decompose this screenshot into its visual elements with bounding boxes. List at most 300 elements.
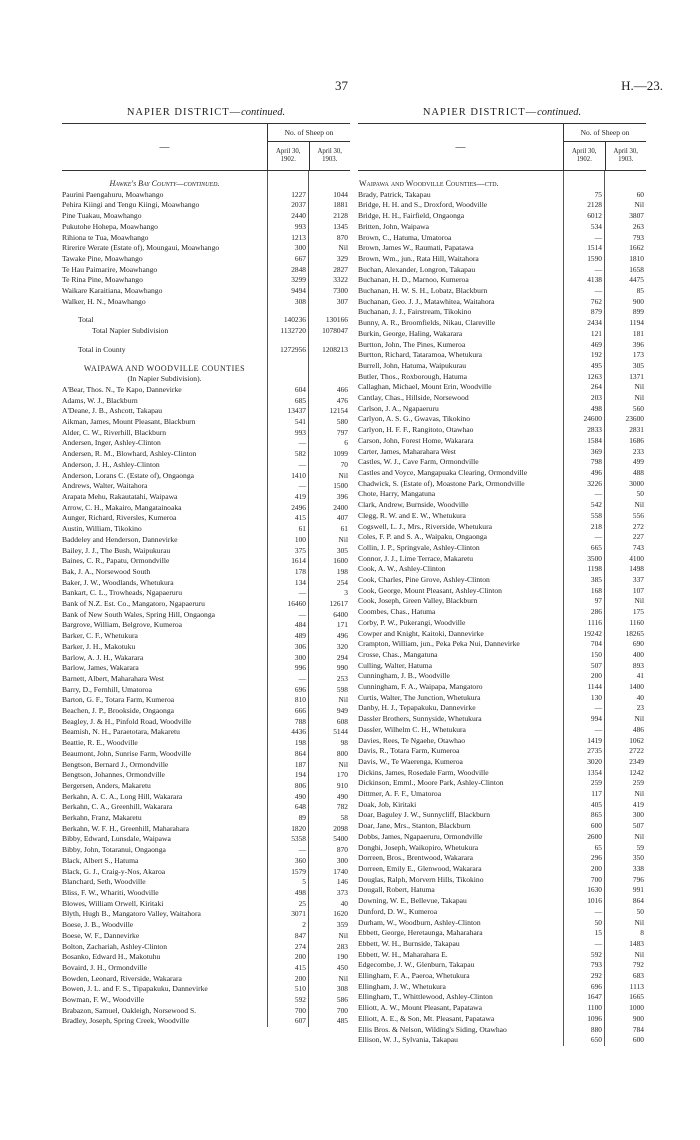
- owner-name: Elliott, A. E., & Son, Mt. Pleasant, Papatawa: [358, 1013, 495, 1023]
- sheep-1902: 667: [294, 253, 306, 263]
- owner-name: Blyth, Hugh B., Mangatoro Valley, Waitahora: [62, 909, 201, 919]
- owner-name: Ebbett, George, Heretaunga, Maharahara: [358, 928, 483, 938]
- table-row: [62, 588, 350, 599]
- sheep-1903: 1194: [629, 318, 644, 328]
- sheep-1902: 2128: [587, 200, 602, 210]
- sheep-1903: 1881: [333, 200, 348, 210]
- owner-name: Bridge, H. H. and S., Droxford, Woodville: [358, 200, 488, 210]
- sheep-1903: 181: [632, 328, 644, 338]
- owner-name: Bak, J. A., Norsewood South: [62, 566, 151, 576]
- sheep-1902: 685: [294, 395, 306, 405]
- sheep-1903: 1160: [629, 617, 644, 627]
- sheep-1903: 683: [632, 971, 644, 981]
- sheep-1902: 996: [294, 663, 306, 673]
- owner-name: Doar, Baguley J. W., Sunnycliff, Blackburn: [358, 810, 491, 820]
- sheep-1903: 3000: [629, 478, 644, 488]
- sheep-1903: 797: [336, 427, 348, 437]
- sheep-1902: 6012: [587, 211, 602, 221]
- owner-name: Dassler, Wilhelm C. H., Whetukura: [358, 724, 466, 734]
- owner-name: Anderson, J. H., Ashley-Clinton: [62, 459, 160, 469]
- sheep-1902: 286: [590, 607, 602, 617]
- table-row: [62, 663, 350, 674]
- table-row: [358, 297, 646, 308]
- table-row: [358, 404, 646, 415]
- sheep-1903: 350: [632, 853, 644, 863]
- sheep-1902: 696: [294, 684, 306, 694]
- sheep-1903: 1242: [629, 767, 644, 777]
- sheep-1902: 648: [294, 802, 306, 812]
- owner-name: Bengtson, Johannes, Ormondville: [62, 770, 165, 780]
- sheep-1903: 23: [636, 703, 644, 713]
- table-row: [62, 899, 350, 910]
- owner-name: Douglas, Ralph, Morvern Hills, Tikokino: [358, 874, 484, 884]
- right-table-header: [358, 123, 646, 171]
- section-heading: Waipawa and Woodville Counties—ctd.: [359, 179, 499, 188]
- table-row: [62, 243, 350, 254]
- sheep-1903: 263: [632, 221, 644, 231]
- sheep-1903: 400: [632, 649, 644, 659]
- sheep-1903: 1662: [629, 243, 644, 253]
- sheep-1903: 190: [336, 952, 348, 962]
- sheep-1903: 792: [632, 960, 644, 970]
- header-dash: —: [455, 141, 466, 153]
- table-row: [62, 920, 350, 931]
- section-heading: WAIPAWA AND WOODVILLE COUNTIES: [83, 363, 246, 373]
- table-row: [62, 200, 350, 211]
- sheep-1902: 810: [294, 695, 306, 705]
- owner-name: Bowman, F. W., Woodville: [62, 995, 144, 1005]
- sheep-1902: 308: [294, 296, 306, 306]
- table-row: [358, 318, 646, 329]
- sheep-1903: Nil: [634, 714, 644, 724]
- sheep-1902: 259: [590, 778, 602, 788]
- sheep-1903: 1498: [629, 564, 644, 574]
- sheep-1902: —: [298, 845, 306, 855]
- sheep-1902: 534: [590, 221, 602, 231]
- owner-name: Crosse, Chas., Mangatuna: [358, 649, 438, 659]
- sheep-1903: 586: [336, 995, 348, 1005]
- sheep-1903: 41: [636, 671, 644, 681]
- owner-name: Rirerire Werate (Estate of), Moungaui, Moawhango: [62, 243, 220, 253]
- owner-name: Davis, R., Totara Farm, Kumeroa: [358, 746, 460, 756]
- table-row: [358, 757, 646, 768]
- left-column: [62, 103, 350, 1027]
- sheep-1903: 2128: [333, 211, 348, 221]
- subdivision-total-row: Total Napier Subdivision 1132720 1078047: [92, 326, 348, 336]
- table-row: [62, 286, 350, 297]
- sheep-1903: 496: [336, 631, 348, 641]
- owner-name: Barry, D., Fernhill, Umatoroa: [62, 684, 152, 694]
- owner-name: Boese, J. B., Woodville: [62, 920, 134, 930]
- sheep-1903: 485: [336, 1016, 348, 1026]
- table-row: [62, 653, 350, 664]
- sheep-1902: —: [594, 232, 602, 242]
- sheep-1902: 1263: [587, 371, 602, 381]
- sheep-1903: Nil: [634, 382, 644, 392]
- table-row: [62, 578, 350, 589]
- sheep-1902: 806: [294, 780, 306, 790]
- sheep-1902: —: [594, 489, 602, 499]
- sheep-1902: 97: [594, 596, 602, 606]
- table-row: [62, 706, 350, 717]
- owner-name: Walker, H. N., Moawhango: [62, 296, 146, 306]
- owner-name: Brown, Wm., jun., Rata Hill, Waitahora: [358, 253, 479, 263]
- owner-name: Adams, W. J., Blackburn: [62, 395, 138, 405]
- table-row: [358, 1003, 646, 1014]
- sheep-1902: 558: [590, 510, 602, 520]
- sheep-1902: 3500: [587, 553, 602, 563]
- sheep-1903: 2722: [629, 746, 644, 756]
- sheep-1903: 5144: [333, 727, 348, 737]
- table-row: [62, 524, 350, 535]
- right-column-title: NAPIER DISTRICT—continued.: [422, 107, 582, 118]
- sheep-1902: 700: [590, 874, 602, 884]
- table-row: [358, 939, 646, 950]
- sheep-1903: 12617: [329, 599, 348, 609]
- sheep-1902: 1584: [587, 435, 602, 445]
- sheep-1902: 1198: [587, 564, 602, 574]
- right-column: [358, 103, 646, 1046]
- sheep-1902: 385: [590, 575, 602, 585]
- owner-name: A'Deane, J. B., Ashcott, Takapau: [62, 406, 163, 416]
- owner-name: Bargrove, William, Belgrove, Kumeroa: [62, 620, 183, 630]
- owner-name: Brown, C., Hatuma, Umatoroa: [358, 232, 452, 242]
- owner-name: Dorreen, Bros., Brentwood, Wakarara: [358, 853, 474, 863]
- table-row: [358, 821, 646, 832]
- owner-name: Brabazon, Samuel, Oakleigh, Norsewood S.: [62, 1005, 197, 1015]
- table-row: [62, 222, 350, 233]
- sheep-1903: 338: [632, 864, 644, 873]
- sheep-1902: 100: [294, 534, 306, 544]
- owner-name: Barlow, James, Wakarara: [62, 663, 139, 673]
- table-row: [358, 950, 646, 961]
- sheep-1902: 2434: [587, 318, 602, 328]
- sheep-1902: 507: [590, 660, 602, 670]
- sheep-1903: 990: [336, 663, 348, 673]
- owner-name: Berkahn, C. A., Greenhill, Wakarara: [62, 802, 173, 812]
- sheep-1903: 254: [336, 577, 348, 587]
- sheep-1902: —: [594, 938, 602, 948]
- document-code: H.—23.: [621, 78, 663, 93]
- sheep-1902: 306: [294, 641, 306, 651]
- sheep-1903: Nil: [634, 917, 644, 927]
- sheep-1902: 650: [590, 1035, 602, 1045]
- owner-name: Paurini Paengahuru, Moawhango: [62, 189, 164, 199]
- table-row: [358, 457, 646, 468]
- sheep-1902: 542: [590, 500, 602, 510]
- owner-name: Davies, Rees, Te Ngaehe, Otawhao: [358, 735, 466, 745]
- table-row: [62, 481, 350, 492]
- sheep-1903: 233: [632, 446, 644, 456]
- table-row: [62, 610, 350, 621]
- sheep-1902: 1410: [291, 470, 306, 480]
- table-row: [358, 607, 646, 618]
- sheep-1903: 1658: [629, 264, 644, 274]
- sheep-1903: 899: [632, 307, 644, 317]
- table-row: [62, 211, 350, 222]
- sheep-1902: —: [298, 673, 306, 683]
- header-dash: —: [159, 141, 170, 153]
- sheep-1903: 170: [336, 770, 348, 780]
- sheep-1903: 4100: [629, 553, 644, 563]
- sheep-1902: 375: [294, 545, 306, 555]
- table-row: [358, 1014, 646, 1025]
- owner-name: Buchanan, J. J., Fairstream, Tikokino: [358, 307, 472, 317]
- owner-name: Bankart, C. L., Trowheads, Ngapaeruru: [62, 588, 183, 598]
- owner-name: Pehira Kiingi and Tengu Kiingi, Moawhango: [62, 200, 200, 210]
- table-row: [358, 639, 646, 650]
- owner-name: Berkahn, A. C. A., Long Hill, Wakarara: [62, 791, 183, 801]
- owner-name: Ellingham, T., Whittlewood, Ashley-Clinton: [358, 992, 493, 1002]
- owner-name: Carson, John, Forest Home, Wakarara: [358, 435, 474, 445]
- date-1902: April 30, 1902.: [275, 148, 301, 163]
- sheep-1902: 9494: [291, 286, 306, 296]
- sheep-1903: 2349: [629, 756, 644, 766]
- sheep-1903: 476: [336, 395, 348, 405]
- owner-name: Castles and Voyce, Mangapuaka Clearing, Ormondville: [358, 467, 528, 477]
- table-row: [62, 834, 350, 845]
- sheep-1903: 259: [632, 778, 644, 788]
- owner-name: Aunger, Richard, Riversles, Kumeroa: [62, 513, 177, 523]
- left-column-title: NAPIER DISTRICT—continued.: [126, 107, 286, 118]
- date-1903: April 30, 1903.: [309, 142, 351, 170]
- sheep-1902: 510: [294, 984, 306, 994]
- sheep-1902: 5: [302, 877, 306, 887]
- sheep-1902: 592: [590, 949, 602, 959]
- sheep-1903: 300: [336, 855, 348, 865]
- table-row: [358, 307, 646, 318]
- sheep-1903: 2400: [333, 502, 348, 512]
- sheep-1903: 900: [632, 296, 644, 306]
- sheep-1902: 704: [590, 639, 602, 649]
- table-row: [62, 275, 350, 286]
- sheep-1903: 560: [632, 403, 644, 413]
- owner-name: Cunningham, J. B., Woodville: [358, 671, 450, 681]
- owner-name: Buchan, Alexander, Longron, Takapau: [358, 264, 476, 274]
- owner-name: Bengtson, Bernard J., Ormondville: [62, 759, 169, 769]
- owner-name: Dickinson, Emml., Moore Park, Ashley-Clinton: [358, 778, 504, 788]
- sheep-1903: 1500: [333, 481, 348, 491]
- table-row: [358, 1025, 646, 1036]
- table-row: [358, 275, 646, 286]
- table-row: [358, 382, 646, 393]
- sheep-1902: 50: [594, 917, 602, 927]
- sheep-1903: 1345: [333, 221, 348, 231]
- sheep-1902: 2833: [587, 425, 602, 435]
- table-row: [62, 546, 350, 557]
- owner-name: Ellingham, F. A., Paeroa, Whetukura: [358, 971, 470, 981]
- owner-name: Cantlay, Chas., Hillside, Norsewood: [358, 393, 469, 403]
- sheep-1903: 407: [336, 513, 348, 523]
- owner-name: Bunny, A. R., Broomfields, Nikau, Clareville: [358, 318, 496, 328]
- sheep-1903: 2098: [333, 823, 348, 833]
- table-row: [358, 425, 646, 436]
- sheep-1902: 4138: [587, 275, 602, 285]
- sheep-1903: 175: [632, 607, 644, 617]
- table-row: [358, 725, 646, 736]
- sheep-1903: 227: [632, 532, 644, 542]
- sheep-1903: 60: [636, 189, 644, 199]
- owner-name: Donghi, Joseph, Waikopiro, Whetukura: [358, 842, 479, 852]
- owner-name: Brown, James W., Raumati, Papatawa: [358, 243, 474, 253]
- sheep-1902: 16460: [287, 599, 306, 609]
- sheep-1903: 488: [632, 467, 644, 477]
- table-row: [358, 982, 646, 993]
- table-row: [358, 800, 646, 811]
- sheep-1903: 1062: [629, 735, 644, 745]
- table-row: [62, 417, 350, 428]
- table-row: [358, 243, 646, 254]
- sheep-1902: 117: [591, 789, 602, 799]
- sheep-1902: 541: [294, 417, 306, 427]
- sheep-1903: 4475: [629, 275, 644, 285]
- owner-name: Cook, Joseph, Green Valley, Blackburn: [358, 596, 478, 606]
- sheep-1903: 900: [632, 1013, 644, 1023]
- table-row: [358, 736, 646, 747]
- sheep-1902: 1630: [587, 885, 602, 895]
- sheep-1903: 700: [336, 1005, 348, 1015]
- owner-name: Cook, Charles, Pine Grove, Ashley-Clinton: [358, 575, 490, 585]
- owner-name: Beaumont, John, Sunrise Farm, Woodville: [62, 748, 191, 758]
- sheep-1902: 415: [294, 513, 306, 523]
- owner-name: Ebbett, W. H., Burnside, Takapau: [358, 938, 460, 948]
- table-row: [358, 233, 646, 244]
- sheep-1902: 1354: [587, 767, 602, 777]
- owner-name: Beamish, N. H., Paraetotara, Makaretu: [62, 727, 180, 737]
- table-row: [62, 406, 350, 417]
- sheep-1903: Nil: [338, 470, 348, 480]
- sheep-1903: 1113: [629, 981, 644, 991]
- sheep-1902: 993: [294, 221, 306, 231]
- sheep-1903: 85: [636, 286, 644, 296]
- table-row: [358, 682, 646, 693]
- sheep-header: No. of Sheep on: [268, 124, 350, 142]
- owner-name: Doak, Job, Kiritaki: [358, 799, 417, 809]
- table-row: [358, 703, 646, 714]
- owner-name: Carlyon, A. S. G., Gwavas, Tikokino: [358, 414, 471, 424]
- sheep-1903: 253: [336, 673, 348, 683]
- owner-name: Downing, W. E., Bellevue, Takapau: [358, 896, 467, 906]
- table-row: [62, 620, 350, 631]
- sheep-1903: 1665: [629, 992, 644, 1002]
- sheep-1902: —: [594, 906, 602, 916]
- sheep-1903: 556: [632, 510, 644, 520]
- owner-name: Blanchard, Seth, Woodville: [62, 877, 146, 887]
- table-row: [358, 618, 646, 629]
- table-row: [62, 1016, 350, 1027]
- sheep-1902: 793: [590, 960, 602, 970]
- table-row: [62, 190, 350, 201]
- table-row: [358, 554, 646, 565]
- owner-name: Ebbett, W. H., Maharahara E.: [358, 949, 448, 959]
- owner-name: Ellis Bros. & Nelson, Wilding's Siding, Otawhao: [358, 1024, 507, 1034]
- sheep-1902: 604: [294, 384, 306, 394]
- sheep-1902: 762: [590, 296, 602, 306]
- table-row: [62, 460, 350, 471]
- sheep-1902: 19242: [583, 628, 602, 638]
- sheep-1903: Nil: [634, 393, 644, 403]
- sheep-1903: 870: [336, 232, 348, 242]
- owner-name: Andrews, Walter, Waitahora: [62, 481, 148, 491]
- table-row: [358, 436, 646, 447]
- owner-name: Bailey, J. J., The Bush, Waipukurau: [62, 545, 171, 555]
- owner-name: Burtton, John, The Pines, Kumeroa: [358, 339, 466, 349]
- sheep-1903: 329: [336, 253, 348, 263]
- sheep-1902: 192: [590, 350, 602, 360]
- table-row: [358, 1035, 646, 1046]
- sheep-1903: 870: [336, 845, 348, 855]
- date-1903: April 30, 1903.: [605, 142, 647, 170]
- table-row: [358, 864, 646, 875]
- sheep-1902: 1096: [587, 1013, 602, 1023]
- owner-name: Burrell, John, Hatuma, Waipukurau: [358, 360, 467, 370]
- sheep-1902: 879: [590, 307, 602, 317]
- table-row: [358, 254, 646, 265]
- sheep-1902: 1100: [587, 1003, 602, 1013]
- owner-name: Danby, H. J., Tepapakuku, Dannevirke: [358, 703, 476, 713]
- sheep-1903: 1620: [333, 909, 348, 919]
- table-row: [358, 693, 646, 704]
- owner-name: Ellison, W. J., Sylvania, Takapau: [358, 1035, 458, 1045]
- sheep-1902: 121: [590, 328, 602, 338]
- sheep-1902: 3020: [587, 756, 602, 766]
- sheep-1903: 198: [336, 566, 348, 576]
- sheep-1903: Nil: [338, 973, 348, 983]
- sheep-1902: 666: [294, 706, 306, 716]
- table-row: [358, 414, 646, 425]
- table-row: [62, 877, 350, 888]
- sheep-1902: 582: [294, 449, 306, 459]
- owner-name: Boese, W. F., Dannevirke: [62, 930, 140, 940]
- sheep-1902: 1213: [291, 232, 306, 242]
- sheep-1902: 490: [294, 791, 306, 801]
- owner-name: Cogswell, L. J., Mrs., Riverside, Whetukura: [358, 521, 492, 531]
- sheep-1902: 292: [590, 971, 602, 981]
- sheep-1902: 1579: [291, 866, 306, 876]
- table-row: [62, 749, 350, 760]
- owner-name: Dorreen, Emily E., Glenwood, Wakarara: [358, 864, 482, 873]
- owner-name: Clark, Andrew, Burnside, Woodville: [358, 500, 469, 510]
- owner-name: Barton, G. F., Totara Farm, Kumeroa: [62, 695, 175, 705]
- sheep-1903: 98: [340, 738, 348, 748]
- sheep-1903: Nil: [634, 200, 644, 210]
- owner-name: Chote, Harry, Mangatuna: [358, 489, 436, 499]
- sheep-1903: 598: [336, 684, 348, 694]
- owner-name: Arapata Mehu, Rakautatahi, Waipawa: [62, 491, 178, 501]
- table-row: [358, 768, 646, 779]
- sheep-1902: 592: [294, 995, 306, 1005]
- sheep-1902: 498: [294, 888, 306, 897]
- sheep-1902: 994: [590, 714, 602, 724]
- sheep-1903: 294: [336, 652, 348, 662]
- sheep-1903: 396: [632, 339, 644, 349]
- sheep-1903: 283: [336, 941, 348, 951]
- sheep-1903: 949: [336, 706, 348, 716]
- sheep-1902: 880: [590, 1024, 602, 1034]
- sheep-1902: 15: [594, 928, 602, 938]
- table-row: [358, 896, 646, 907]
- table-row: [62, 792, 350, 803]
- sheep-1902: 369: [590, 446, 602, 456]
- sheep-header: No. of Sheep on: [564, 124, 646, 142]
- owner-name: Andersen, R. M., Blowhard, Ashley-Clinton: [62, 449, 197, 459]
- owner-name: Berkahn, W. F. H., Greenhill, Maharahara: [62, 823, 189, 833]
- sheep-1903: 6400: [333, 609, 348, 619]
- table-row: [62, 503, 350, 514]
- table-row: [358, 875, 646, 886]
- section-subheading: (In Napier Subdivision).: [127, 374, 202, 384]
- sheep-1903: 305: [336, 545, 348, 555]
